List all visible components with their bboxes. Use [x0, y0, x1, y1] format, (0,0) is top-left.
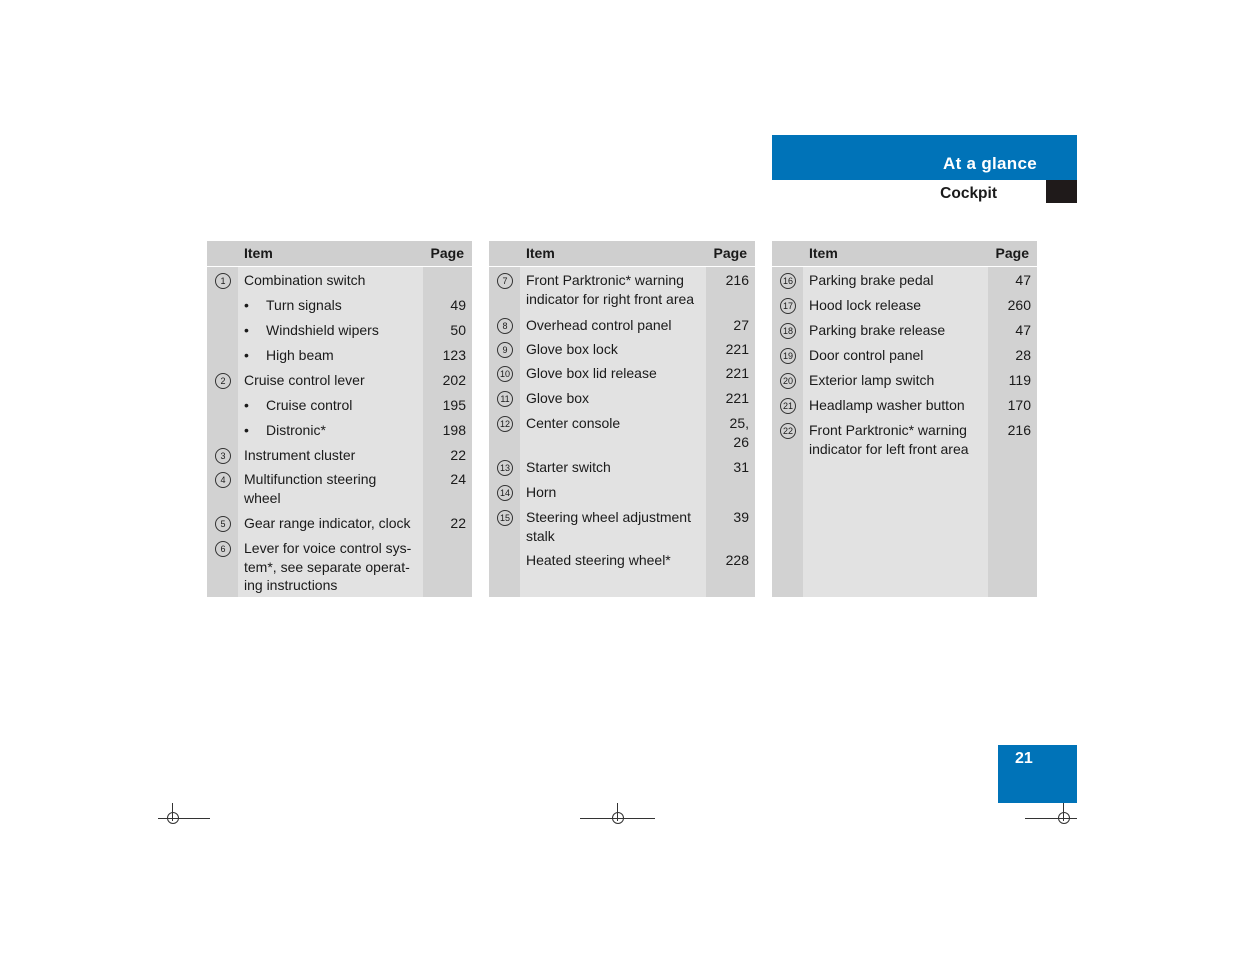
item-number-badge: 5 — [215, 516, 231, 532]
item-label: Steering wheel adjustment stalk — [526, 509, 691, 544]
item-label: Cruise control lever — [244, 372, 365, 388]
item-number-badge: 21 — [780, 398, 796, 414]
item-label: Front Parktronic* warning indicator for right front area — [526, 272, 695, 307]
item-number-badge: 3 — [215, 448, 231, 464]
item-label: Starter switch — [526, 459, 611, 475]
item-label: Exterior lamp switch — [809, 372, 935, 388]
item-number-badge: 14 — [497, 485, 513, 501]
table-items-3 — [772, 241, 1037, 597]
page-reference: 228 — [725, 552, 749, 568]
page-reference: 221 — [725, 341, 749, 357]
item-header: Item — [809, 245, 838, 261]
page-reference: 22 — [450, 515, 466, 531]
item-number-badge: 17 — [780, 298, 796, 314]
item-label: Glove box lid release — [526, 365, 657, 381]
item-number-badge: 8 — [497, 318, 513, 334]
page-reference: 119 — [1008, 372, 1031, 388]
table-items-1: Item Page 1 Combination switch Turn signals 49 Windshield wipers 50 High beam 123 2 Cruise control lever 202 Cruise control 195 Distronic* 198 3 Instrument cluster 22 4 Multifunction steering wheel 24 5 Gear range indicator, clock 22 6 Lever for voice control sys- tem*, see separate operat- ing instructions — [207, 241, 472, 597]
item-label: Heated steering wheel* — [526, 552, 671, 568]
page-column — [988, 241, 1037, 597]
item-number-badge: 16 — [780, 273, 796, 289]
item-number-badge: 12 — [497, 416, 513, 432]
item-label: Lever for voice control sys- tem*, see separate operat- ing instructions — [244, 540, 412, 593]
page-reference: 28 — [1015, 347, 1031, 363]
page-number-box — [998, 745, 1077, 803]
table-header — [489, 241, 755, 266]
section-title: At a glance — [943, 154, 1037, 173]
item-label: Parking brake pedal — [809, 272, 934, 288]
page-reference: 260 — [1007, 297, 1031, 313]
section-header-bar — [772, 135, 1077, 180]
page-reference: 22 — [450, 447, 466, 463]
item-number-badge: 15 — [497, 510, 513, 526]
item-number-badge: 6 — [215, 541, 231, 557]
page-header: Page — [430, 245, 464, 261]
table-items-2 — [489, 241, 755, 597]
item-number-badge: 9 — [497, 342, 513, 358]
table-header — [772, 241, 1037, 266]
item-number-badge: 7 — [497, 273, 513, 289]
item-label: Horn — [526, 484, 557, 500]
item-header: Item — [526, 245, 555, 261]
item-label: Gear range indicator, clock — [244, 515, 411, 531]
item-number-badge: 4 — [215, 472, 231, 488]
item-label: Center console — [526, 415, 621, 431]
section-subtitle — [772, 180, 1037, 203]
item-header: Item — [244, 245, 273, 261]
item-number-badge: 18 — [780, 323, 796, 339]
item-label: Glove box — [526, 390, 590, 406]
page-reference: 47 — [1015, 272, 1031, 288]
item-label: Front Parktronic* warning indicator for left front area — [809, 422, 969, 457]
item-number-badge: 11 — [497, 391, 513, 407]
item-number-badge: 19 — [780, 348, 796, 364]
item-label: Hood lock release — [809, 297, 922, 313]
page-reference: 27 — [733, 317, 749, 333]
page-reference: 221 — [725, 365, 749, 381]
item-number-badge: 20 — [780, 373, 796, 389]
section-subtitle-text: Cockpit — [940, 185, 997, 202]
page-reference: 39 — [733, 509, 749, 525]
item-label: Multifunction steering wheel — [244, 471, 377, 506]
item-number-badge: 22 — [780, 423, 796, 439]
page-number: 21 — [1015, 750, 1033, 767]
page-reference: 202 — [442, 372, 466, 388]
page-reference: 216 — [1007, 422, 1031, 438]
item-number-badge: 2 — [215, 373, 231, 389]
item-number-badge: 13 — [497, 460, 513, 476]
item-label: Glove box lock — [526, 341, 618, 357]
header-tab-block — [1046, 180, 1077, 203]
item-label: Door control panel — [809, 347, 924, 363]
page-header: Page — [995, 245, 1029, 261]
item-number-badge: 10 — [497, 366, 513, 382]
item-label: Instrument cluster — [244, 447, 356, 463]
page-reference: 195 — [442, 397, 466, 413]
page-reference: 50 — [450, 322, 466, 338]
page-column — [423, 241, 472, 597]
page-reference: 198 — [442, 422, 466, 438]
page-reference: 123 — [442, 347, 466, 363]
page-reference: 24 — [450, 471, 466, 487]
page-reference: 221 — [725, 390, 749, 406]
page-reference: 31 — [733, 459, 749, 475]
page-reference: 47 — [1015, 322, 1031, 338]
page-reference: 25, 26 — [729, 415, 749, 450]
item-label: Combination switch — [244, 272, 366, 288]
page-header: Page — [713, 245, 747, 261]
page-reference: 216 — [725, 272, 749, 288]
item-label: Parking brake release — [809, 322, 946, 338]
number-column — [772, 241, 803, 597]
table-header — [207, 241, 472, 266]
page-reference: 170 — [1007, 397, 1031, 413]
item-number-badge: 1 — [215, 273, 231, 289]
item-label: Headlamp washer button — [809, 397, 965, 413]
item-label: Overhead control panel — [526, 317, 672, 333]
page-reference: 49 — [450, 297, 466, 313]
